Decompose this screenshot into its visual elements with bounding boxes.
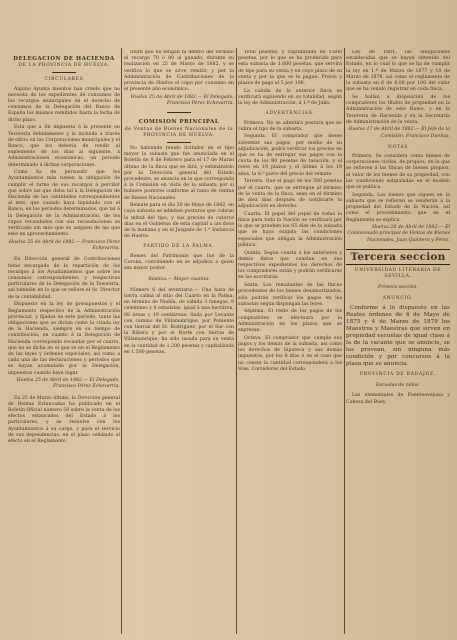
paragraph: Dispuesto en la ley de presupuestos y el Reglamento respectivo de la Administración provincial, y fijados en este período, tanto las obligaciones que se dictan como la citada ley de la Hacienda, siempre en su tiempo de contribución, en cuanto á la Delegación de Hacienda corresponda recaudar por el cuarto, que no se dicha en el que se en el Reglamento de las leyes y órdenes especiales, así como a cada una de las declaraciones y períodos que se hayan acumulado por la Delegación, impuestos cuando haya lugar. xyxy=(8,302,120,376)
section-banner xyxy=(346,249,450,265)
paragraph: No habiendo tenido licitador en el tipo mayor la subasta que fue anunciada en el Boletín de 8 de Febrero para el 17 de Marzo último de la finca que se dirá, y estimándolo por la Dirección general del Estado procedente, se anuncia en lo que corresponda á la Comisión en vista de la subasta por si hubiere postores conforme al ramo de ventas de Bienes Nacionales. xyxy=(124,145,234,201)
column-rule xyxy=(236,48,237,634)
signature: Huelva 17 de Abril de 1882.— El Jefe de la Comisión, Francisco Dueñas. xyxy=(348,127,450,139)
subsection-heading: Escuelas de niños. xyxy=(376,382,420,388)
paragraph: Ley de 1881, las obligaciones establecidas que se hayan obtenido del Estado, en lo cual lo que se ha de cumplir la ley en 1.º de Marzo de 1877 y 10 de Marzo de 1878, así como el reglamento de la subasta en 6 de 6,00 por 100 del valor que se ha venido registrar en cada finca. xyxy=(346,50,450,93)
advertencias-heading: ADVERTENCIAS. xyxy=(265,111,315,117)
subsection-heading: Rústica.— Mayor cuantía. xyxy=(148,276,210,282)
paragraph: Octava. El comprador que cumple sus pagos y los demás de la subasta, así como los derechos de hipoteca y sus demás impuestos, por los 8 días ó en el caso que no conste la cantidad corresponderá a los Sres. Corredores del Estado. xyxy=(238,335,342,372)
column-3 xyxy=(238,50,342,632)
paragraph: Segunda. El comprador que desee solventar sus pagos, por medio de su adjudicación, podrá verificar los precios en que se ha de entregar sus pagos con la cuota de los 80 pesetas de tasación; y el resto en 19 plazos y el último á los 19 años, la 8.ª parte del precio del remate. xyxy=(238,134,342,177)
divider xyxy=(52,72,76,73)
paragraph: Número 6 del inventario.— Una haza de tierra calma al sitio del Cuarto en la Palma, en término de Niebla, de cabida 3 fanegas, 9 celemines y 8 estadales, igual á una hectárea, 98 áreas y 19 centiáreas: linda por Levante con camino de Villamanrique, por Poniente con tierras del Sr. Rodríguez, por el Sur con la Ribera y por el Norte con tierras de Villamanrique; ha sido tasada para su venta en la cantidad de 1.200 pesetas y capitalizada en 1.500 pesetas. xyxy=(124,287,234,355)
section-heading: DELEGACION DE HACIENDA xyxy=(13,56,115,62)
column-1 xyxy=(8,50,120,632)
paragraph: Primera. Se considera como bienes de corporaciones civiles, de propios, en lo que se refieren á las fincas de bienes propios, al valor de los bienes de su propiedad, con las condiciones estipuladas en el modelo que se publica. xyxy=(346,154,450,191)
partido-heading: PARTIDO DE LA PALMA. xyxy=(143,244,215,250)
divider xyxy=(167,142,191,143)
divider xyxy=(167,112,191,113)
paragraph: En Dirección general de Contribuciones tiene encargado de la repartición de los recargos á los Ayuntamientos que sobre los consumos correspondientes y respectivas particulares de la Delegación de la Tesorería, así también en lo que se refiere el Sr. Director de la contabilidad. xyxy=(8,257,120,300)
paragraph: Quinta. Según consta á los anteriores y demás datos que constan en sus respectivos expedientes los derechos de los compradores están y podrán verificarse en las escrituras. xyxy=(238,250,342,281)
provincia-heading: PROVINCIA DE BADAJOZ. xyxy=(360,371,436,377)
paragraph: Conforme á lo dispuesto en las Reales órdenes de 4 de Mayo de 1875 y 4 de Marzo de 1879 los Maestros y Maestras que sirven en propiedad escuelas de igual clase á la de la vacante que se anuncie, se las provean, sin ninguna más condición y por concursos á la plaza que se anuncia. xyxy=(346,304,450,367)
section-subheading: de Ventas de Bienes Nacionales de la PROVINCIA DE HUELVA. xyxy=(124,126,234,138)
paragraph: Tercera. Que el pago de los 500 pesetas por el cuarto, que se entregue al término de la venta de la finca, sean en el término de diez días después de notificarle la adjudicación en derecho. xyxy=(238,179,342,210)
paragraph: En 25 de Marzo último, la Dirección general de Rentas Estancadas ha publicado en el Boletín Oficial número 58 sobre la venta de los efectos estancados del Estado á los particulares, y se resuelve con los Ayuntamientos á su cargo, y para el servicio de sus dependencias, en el plazo señalado al efecto en el Reglamento. xyxy=(8,395,120,445)
paragraph: Como ha de persuadir que los Ayuntamientos más tienen la obligación de cumplir el turno de sus recargos á percibir que sobre las que deba tal á la Delegación de Hacienda de las cantidades correspondientes al mes, que cuando haya liquidado con el Banco, en los períodos determinados, que tal á la Delegación de la Administración, de los cupos recaudados con sus recaudaciones se verificado sin más que se asignen de las que este un aprovechamiento. xyxy=(8,170,120,238)
paragraph: Inútil que no tengan ni dentro del término al recargo 70 ó 80 al ganado, durante su realización en 25 de Marzo de 1882, y se verifica lo que se sirve remitir, y por la Administración de Contribuciones de la provincia de Huelva el cupo por consumo en el presente año económico. xyxy=(124,50,234,93)
university-heading: UNIVERSIDAD LITERARIA DE SEVILLA. xyxy=(354,267,442,280)
notas-heading: NOTAS xyxy=(387,144,409,150)
paragraph: Primera. No se admitirá postura que no cubra el tipo de la subasta. xyxy=(238,120,342,132)
paragraph: Segunda. Los bienes que siguen en la subasta que se refieren se venderán á la propiedad del Estado de la Nación, así como el procedimiento que en el Reglamento se explica. xyxy=(346,192,450,223)
signature: Huelva 25 de Abril de 1882.— Francisco Pérez Echevarría. xyxy=(9,239,120,252)
paragraph: La cabida de la anterior finca se verificará siguiendo en su totalidad, según la ley de Administración, á 1.º de Julio. xyxy=(238,88,342,107)
paragraph: Remate para el día 30 de Mayo de 1882, en cuya subasta se admiten posturas que cubran la mitad del tipo, y sus precios de catorce días en el Gobierno de esta capital a las doce de la mañana y en el Juzgado de 1.ª Instancia de Huelva. xyxy=(124,203,234,240)
paragraph: Sexta. Los rematantes de las fincas procedentes de los bienes desamortizados, sólo podrán verificar los pagos en las subastas según dispongan las leyes. xyxy=(238,283,342,307)
signature: Huelva 25 de Abril de 1882.— El Delegado, Francisco Pérez Echevarría. xyxy=(130,94,234,107)
subsection-heading: Primera sección. xyxy=(378,284,418,290)
column-rule xyxy=(344,48,345,634)
section-heading: COMISION PRINCIPAL xyxy=(138,119,220,126)
signature: Huelva 28 de Abril de 1882.— El Comisionado principal de Ventas de Bienes Nacionales, Juan Quintero y Pérez. xyxy=(347,225,450,243)
circulares-heading: CIRCULARES xyxy=(44,77,84,83)
column-4 xyxy=(346,50,450,632)
column-rule xyxy=(121,48,122,634)
paragraph: Bienes del Patrimonio que fué de la Corona, conviniendo en se adjudica a quien sea mayor postor. xyxy=(124,253,234,272)
paragraph: Alguno Ayunta mientos han creido que no necesita de los expedientes de consumos de los recargos municipales en el derecho de consumos de la Delegación del Banco de España los mismos remitidos hasta la fecha de dicho plazo. xyxy=(8,86,120,123)
paragraph: Se hallan a disposición de los compradores los títulos de propiedad en la Administración de este Ramo, y en la Tesorería de Hacienda y en la Secretaría de Administración de la venta. xyxy=(346,94,450,125)
paragraph: Las elementales de Fuenteovejuna y Cabeza del Buey. xyxy=(346,393,450,405)
signature: Huelva 25 de Abril de 1882.— El Delegado, Francisco Pérez Echevarría. xyxy=(16,378,120,390)
tercera-seccion-title: Tercera seccion xyxy=(350,250,446,263)
column-2 xyxy=(124,50,234,632)
section-subheading: DE LA PROVINCIA DE HUELVA. xyxy=(18,63,110,69)
paragraph: Esta que a fin impuesta ó la presente en Tesorería debidamente y la incluida á través de oficio en las Corporaciones municipales y el Banco, que los debería de rendir al suplemento de los dias al siguiente, á Administraciones económicas, un periodo determinado á dichas corporaciones. xyxy=(8,125,120,168)
paragraph: Séptima. El resto de los pagos de los compradores se efectuará por la Administración en los plazos que se expresan. xyxy=(238,309,342,334)
anuncio-heading: ANUNCIO. xyxy=(382,295,414,301)
paragraph: Cuarta. El papel del papel de todas la finca para toda la Nación se verificará por lo que se prueben los 65 días de la subasta que se haya exigido las condiciones especiales que obligan la Administración pública. xyxy=(238,211,342,248)
paragraph: Total pesetas, y capitalizada en 5.600 pesetas, por lo que se ha producido para esta subasta de 1.600 pesetas, que servirá de tipo para su venta y en cuyo plazo de su venta y por la que se le pague. Precio y plazos de pago al 5 por 100. xyxy=(238,50,342,87)
